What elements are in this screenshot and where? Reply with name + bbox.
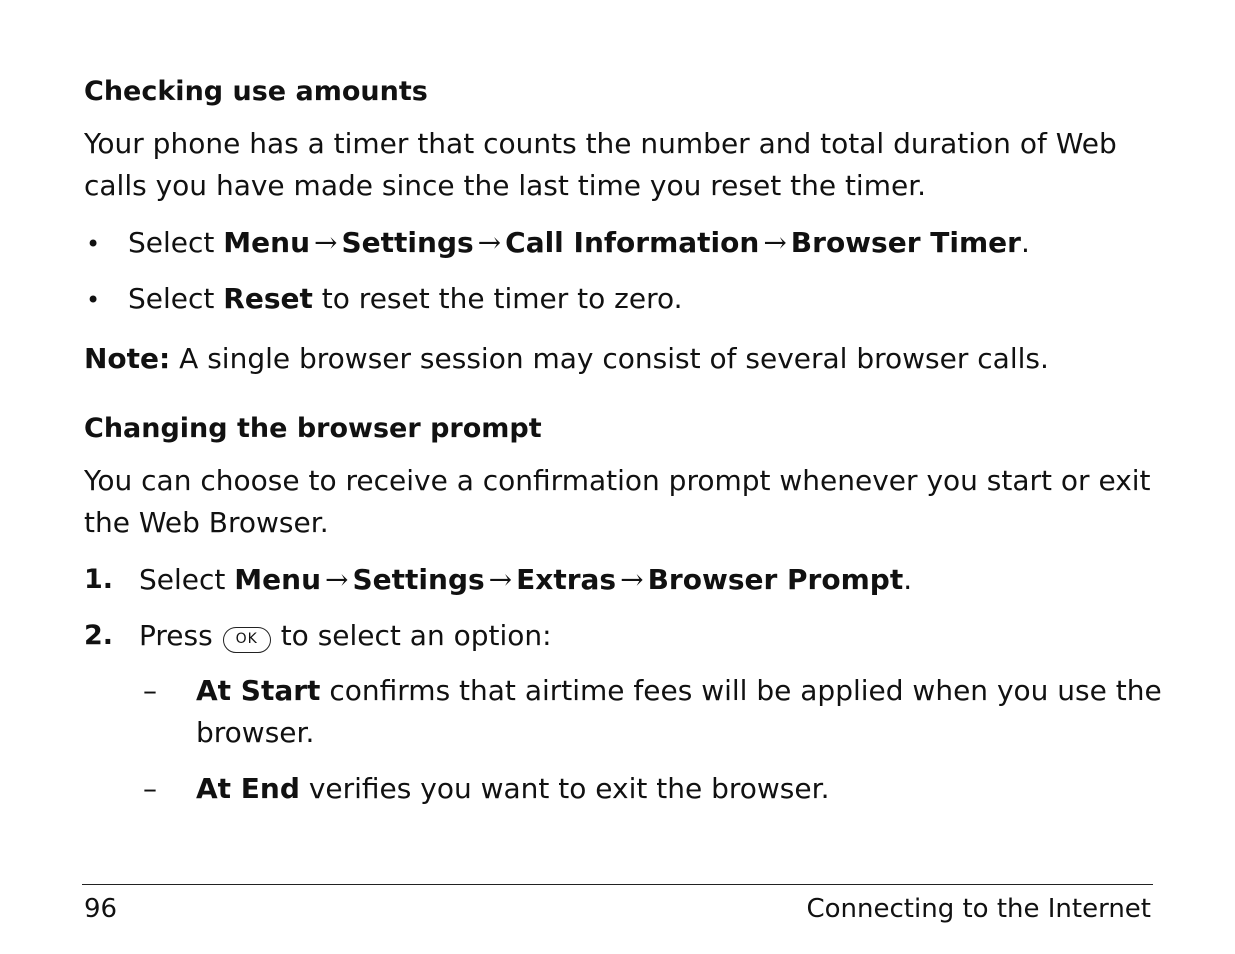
option-at-start-label: At Start bbox=[196, 674, 321, 707]
page-number: 96 bbox=[84, 894, 118, 924]
paragraph-timer-line2: calls you have made since the last time you reset the timer. bbox=[84, 169, 927, 202]
option-at-end bbox=[196, 772, 829, 805]
text-select: Select bbox=[128, 282, 215, 315]
bullet-item-browser-timer bbox=[128, 226, 1030, 259]
text-select: Select bbox=[139, 563, 226, 596]
step-1-browser-prompt bbox=[139, 563, 912, 596]
menu-path-browser-prompt: Browser Prompt bbox=[647, 563, 904, 596]
option-reset: Reset bbox=[223, 282, 313, 315]
ok-key-icon: OK bbox=[223, 627, 271, 653]
period: . bbox=[1020, 226, 1030, 259]
option-at-start-line1 bbox=[196, 674, 1162, 707]
option-at-end-text: verifies you want to exit the browser. bbox=[308, 772, 830, 805]
bullet-item-reset bbox=[128, 282, 683, 315]
menu-path-settings: Settings bbox=[352, 563, 485, 596]
section-heading-checking-use: Checking use amounts bbox=[84, 76, 428, 107]
menu-path-call-information: Call Information bbox=[505, 226, 760, 259]
dash-glyph: – bbox=[143, 674, 157, 707]
period: . bbox=[903, 563, 913, 596]
dash-glyph: – bbox=[143, 772, 157, 805]
menu-path-extras: Extras bbox=[516, 563, 617, 596]
paragraph-prompt-line2: the Web Browser. bbox=[84, 506, 329, 539]
text-reset-description: to reset the timer to zero. bbox=[321, 282, 683, 315]
menu-path-menu: Menu bbox=[223, 226, 311, 259]
menu-path-menu: Menu bbox=[234, 563, 322, 596]
step-number-1: 1. bbox=[84, 564, 114, 595]
bullet-glyph: • bbox=[86, 230, 101, 258]
paragraph-timer-line1: Your phone has a timer that counts the number and total duration of Web bbox=[84, 127, 1117, 160]
text-press: Press bbox=[139, 619, 213, 652]
paragraph-prompt-line1: You can choose to receive a confirmation prompt whenever you start or exit bbox=[84, 464, 1151, 497]
footer-divider bbox=[82, 884, 1153, 885]
option-at-start-text: confirms that airtime fees will be applied when you use the bbox=[329, 674, 1162, 707]
menu-path-settings: Settings bbox=[341, 226, 474, 259]
step-2-press-ok bbox=[139, 619, 552, 653]
arrow-icon: → bbox=[314, 226, 338, 259]
arrow-icon: → bbox=[325, 563, 349, 596]
option-at-end-label: At End bbox=[196, 772, 300, 805]
bullet-glyph: • bbox=[86, 286, 101, 314]
menu-path-browser-timer: Browser Timer bbox=[790, 226, 1021, 259]
chapter-title: Connecting to the Internet bbox=[806, 894, 1151, 924]
arrow-icon: → bbox=[763, 226, 787, 259]
note-text: A single browser session may consist of several browser calls. bbox=[179, 342, 1049, 375]
text-select: Select bbox=[128, 226, 215, 259]
step-number-2: 2. bbox=[84, 620, 114, 651]
text-select-option: to select an option: bbox=[280, 619, 552, 652]
arrow-icon: → bbox=[620, 563, 644, 596]
option-at-start-line2: browser. bbox=[196, 716, 315, 749]
note-label: Note: bbox=[84, 342, 171, 375]
arrow-icon: → bbox=[477, 226, 502, 259]
note bbox=[84, 342, 1049, 375]
arrow-icon: → bbox=[488, 563, 513, 596]
section-heading-browser-prompt: Changing the browser prompt bbox=[84, 413, 542, 444]
